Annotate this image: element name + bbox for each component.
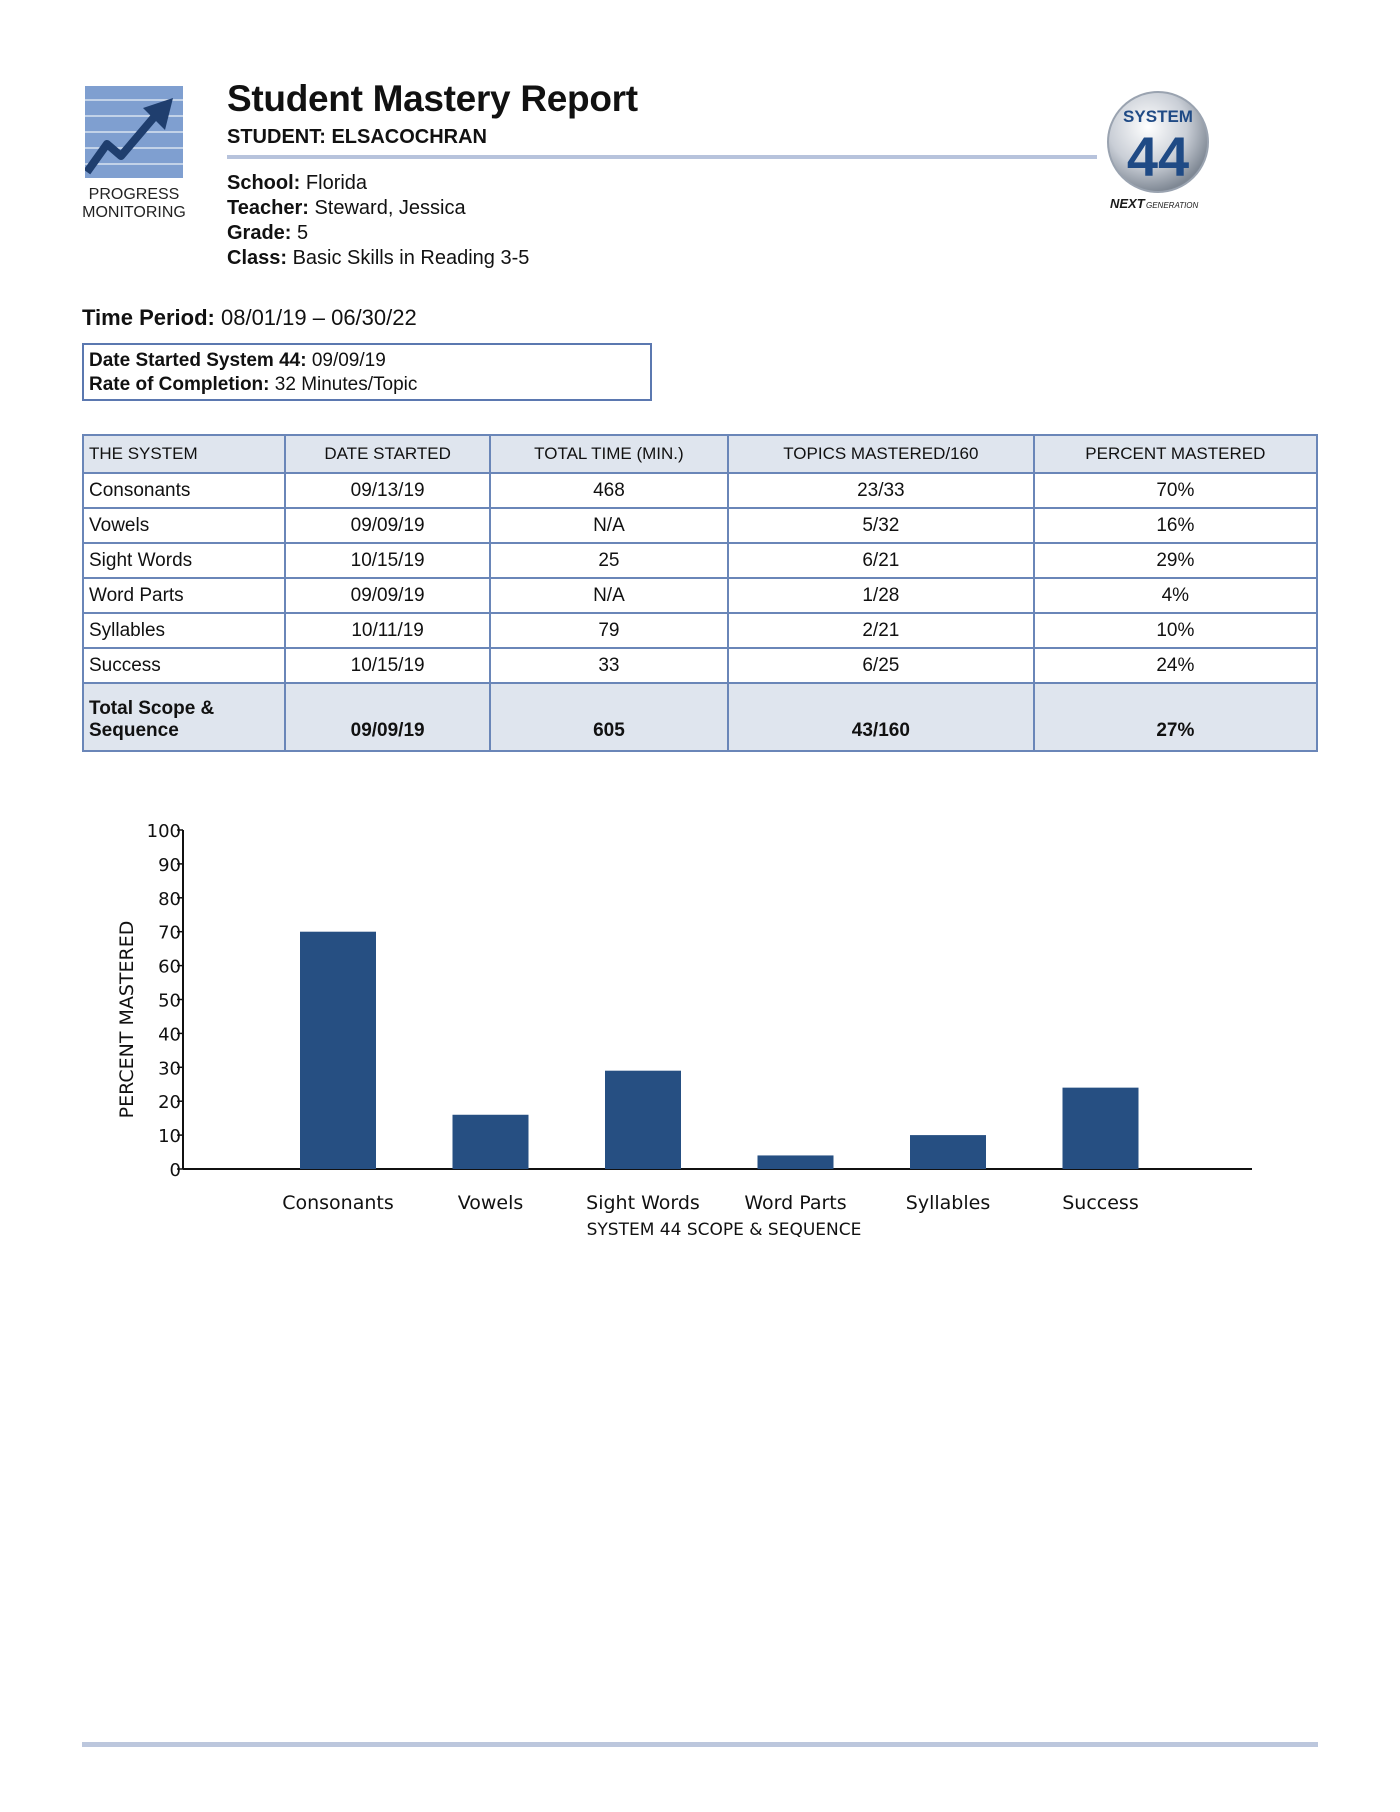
y-tick-label: 90 [158, 854, 181, 876]
table-cell: 10/15/19 [285, 543, 489, 578]
bar [300, 932, 376, 1169]
svg-text:NEXT: NEXT [1110, 196, 1145, 210]
total-row [83, 683, 1317, 751]
table-cell: 4% [1034, 578, 1317, 613]
table-cell: N/A [490, 578, 728, 613]
table-cell: 70% [1034, 473, 1317, 508]
y-tick-label: 80 [158, 888, 181, 910]
x-axis-label: SYSTEM 44 SCOPE & SEQUENCE [586, 1220, 862, 1240]
table-row [83, 473, 1317, 508]
svg-text:SYSTEM: SYSTEM [1123, 107, 1193, 126]
table-cell: 09/13/19 [285, 473, 489, 508]
percent-mastered-chart [0, 800, 1400, 1260]
mastery-table [82, 434, 1318, 752]
bar [453, 1115, 529, 1169]
x-tick-label: Word Parts [744, 1192, 847, 1214]
table-row [83, 648, 1317, 683]
y-tick-label: 40 [158, 1024, 181, 1046]
table-cell: 09/09/19 [285, 578, 489, 613]
y-axis-label: PERCENT MASTERED [116, 920, 138, 1119]
table-row [83, 543, 1317, 578]
table-cell: 09/09/19 [285, 508, 489, 543]
y-tick-label: 0 [169, 1160, 181, 1181]
x-tick-label: Success [1062, 1192, 1139, 1214]
header-divider [227, 155, 1097, 159]
table-cell: N/A [490, 508, 728, 543]
column-header: DATE STARTED [285, 435, 489, 473]
table-cell: 16% [1034, 508, 1317, 543]
table-cell: Sight Words [83, 543, 285, 578]
y-tick-label: 100 [146, 821, 181, 842]
table-header-row [83, 435, 1317, 473]
column-header: THE SYSTEM [83, 435, 285, 473]
table-cell: 25 [490, 543, 728, 578]
column-header: TOPICS MASTERED/160 [728, 435, 1034, 473]
table-row [83, 578, 1317, 613]
school-info: School: Florida [227, 172, 368, 194]
progress-monitoring-logo-icon [85, 86, 183, 178]
table-cell: 10/11/19 [285, 613, 489, 648]
teacher-info: Teacher: Steward, Jessica [227, 197, 466, 219]
logo-label: PROGRESS MONITORING [82, 186, 186, 221]
total-date: 09/09/19 [285, 683, 489, 751]
rate-of-completion-line: Rate of Completion: 32 Minutes/Topic [89, 374, 418, 395]
y-tick-label: 50 [158, 990, 181, 1012]
table-row [83, 613, 1317, 648]
total-label: Total Scope & Sequence [83, 683, 285, 751]
x-tick-label: Consonants [282, 1192, 394, 1214]
total-topics: 43/160 [728, 683, 1034, 751]
system-44-logo-icon [1100, 90, 1220, 210]
total-percent: 27% [1034, 683, 1317, 751]
time-period: Time Period: 08/01/19 – 06/30/22 [82, 305, 417, 330]
svg-text:GENERATION: GENERATION [1146, 201, 1199, 210]
date-started-line: Date Started System 44: 09/09/19 [89, 350, 386, 371]
y-tick-label: 70 [158, 922, 181, 944]
table-cell: 6/21 [728, 543, 1034, 578]
y-tick-label: 30 [158, 1058, 181, 1080]
table-cell: 24% [1034, 648, 1317, 683]
summary-box [82, 343, 652, 401]
bar [605, 1071, 681, 1169]
table-cell: Word Parts [83, 578, 285, 613]
table-cell: Vowels [83, 508, 285, 543]
table-cell: Consonants [83, 473, 285, 508]
bar [910, 1135, 986, 1169]
y-tick-label: 10 [158, 1126, 181, 1148]
table-cell: 10% [1034, 613, 1317, 648]
class-info: Class: Basic Skills in Reading 3-5 [227, 247, 530, 269]
column-header: TOTAL TIME (MIN.) [490, 435, 728, 473]
table-cell: 1/28 [728, 578, 1034, 613]
table-cell: 79 [490, 613, 728, 648]
x-tick-label: Vowels [457, 1192, 524, 1214]
grade-info: Grade: 5 [227, 222, 309, 244]
y-tick-label: 20 [158, 1092, 181, 1114]
table-cell: 5/32 [728, 508, 1034, 543]
table-cell: 29% [1034, 543, 1317, 578]
table-row [83, 508, 1317, 543]
table-cell: 2/21 [728, 613, 1034, 648]
footer-divider [82, 1742, 1318, 1747]
page-title: Student Mastery Report [227, 78, 638, 119]
x-tick-label: Sight Words [586, 1192, 700, 1214]
table-cell: 468 [490, 473, 728, 508]
bar [758, 1155, 834, 1169]
table-cell: Success [83, 648, 285, 683]
table-cell: Syllables [83, 613, 285, 648]
svg-text:44: 44 [1126, 125, 1190, 188]
table-cell: 6/25 [728, 648, 1034, 683]
table-cell: 33 [490, 648, 728, 683]
table-cell: 10/15/19 [285, 648, 489, 683]
y-tick-label: 60 [158, 956, 181, 978]
student-name: STUDENT: ELSACOCHRAN [227, 126, 487, 148]
table-cell: 23/33 [728, 473, 1034, 508]
total-time: 605 [490, 683, 728, 751]
bar [1063, 1088, 1139, 1169]
column-header: PERCENT MASTERED [1034, 435, 1317, 473]
x-tick-label: Syllables [905, 1192, 991, 1214]
